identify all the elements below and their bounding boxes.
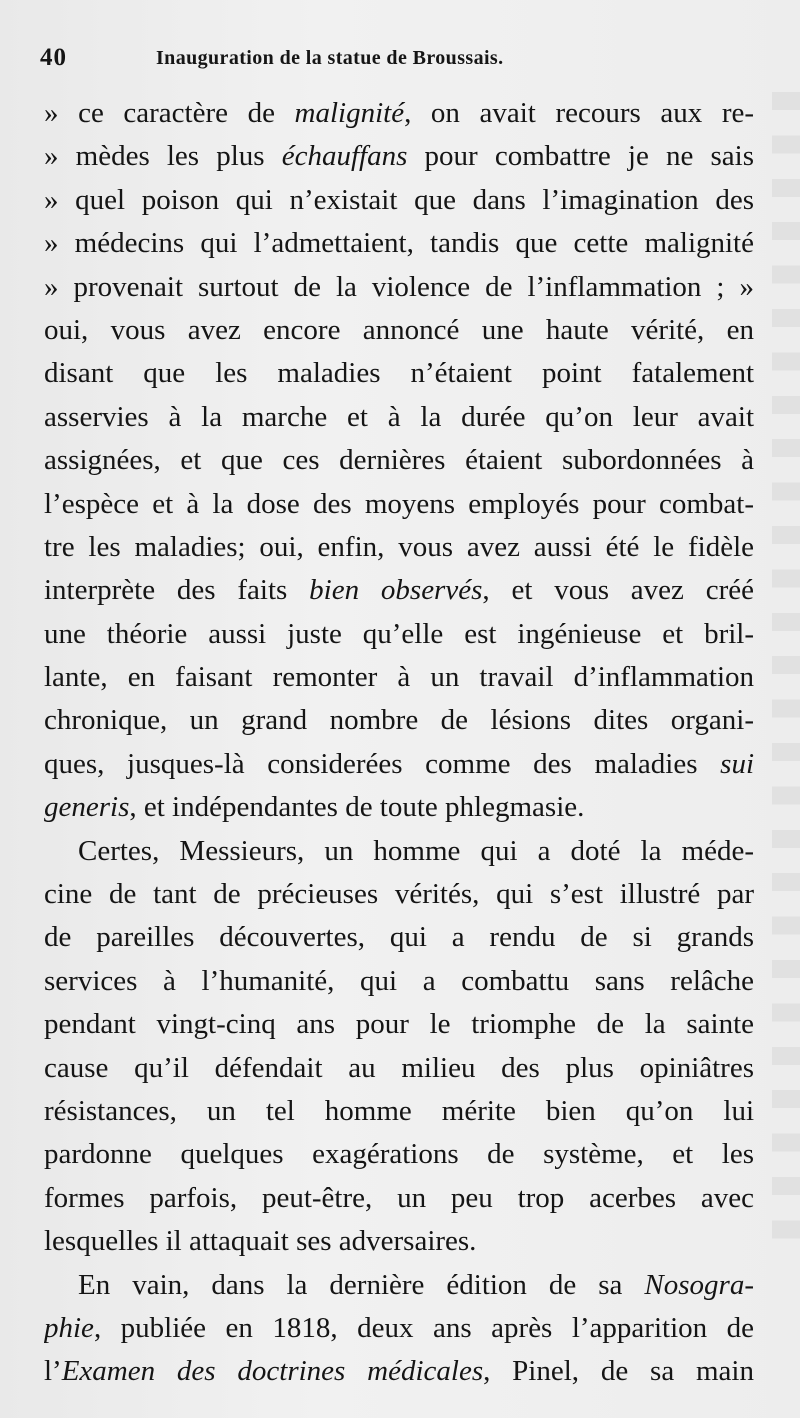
text-span: pour combattre je ne sais xyxy=(407,140,754,173)
text-span: cine de tant de précieuses vérités, qui s’est illustré par xyxy=(44,878,754,911)
text-line xyxy=(44,830,754,873)
text-span: lesquelles il attaquait ses adversaires. xyxy=(44,1225,477,1258)
text-span: pardonne quelques exagérations de système, et les xyxy=(44,1138,754,1171)
text-line xyxy=(44,786,754,829)
text-span: formes parfois, peut-être, un peu trop acerbes avec xyxy=(44,1181,754,1214)
text-line xyxy=(44,1177,754,1220)
text-span: asservies à la marche et à la durée qu’on leur avait xyxy=(44,400,754,433)
italic-span: Examen des doctrines médicales xyxy=(61,1355,484,1388)
text-line xyxy=(44,526,754,569)
text-line xyxy=(44,1307,754,1350)
text-span: , et vous avez créé xyxy=(482,574,754,607)
text-line xyxy=(44,656,754,699)
text-span: » ce caractère de xyxy=(44,97,295,129)
text-span: de pareilles découvertes, qui a rendu de si grands xyxy=(44,921,754,954)
text-line xyxy=(44,352,754,395)
page-number: 40 xyxy=(40,44,67,71)
text-span: En vain, dans la dernière édition de sa xyxy=(78,1268,645,1301)
italic-span: Nosogra- xyxy=(644,1268,754,1301)
text-line xyxy=(44,1264,754,1307)
text-span: cause qu’il défendait au milieu des plus opiniâtres xyxy=(44,1051,754,1084)
italic-span: bien observés xyxy=(309,574,483,607)
italic-span: sui xyxy=(720,747,754,780)
text-span: une théorie aussi juste qu’elle est ingénieuse et bril- xyxy=(44,617,754,650)
text-line xyxy=(44,613,754,656)
text-line xyxy=(44,309,754,352)
text-span: , publiée en 1818, deux ans après l’apparition de xyxy=(93,1311,754,1344)
text-line xyxy=(44,266,754,309)
text-span: chronique, un grand nombre de lésions dites organi- xyxy=(44,704,754,737)
text-span: résistances, un tel homme mérite bien qu’on lui xyxy=(44,1094,754,1127)
text-span: » provenait surtout de la violence de l’inflammation ; » xyxy=(44,270,754,303)
italic-span: malignité xyxy=(294,97,405,129)
text-span: pendant vingt-cinq ans pour le triomphe de la sainte xyxy=(44,1008,754,1041)
text-line xyxy=(44,135,754,178)
text-line xyxy=(44,873,754,916)
page-header xyxy=(38,44,760,78)
text-span: , et indépendantes de toute phlegmasie. xyxy=(129,791,585,824)
running-title: Inauguration de la statue de Broussais. xyxy=(156,47,504,69)
text-span: interprète des faits xyxy=(44,574,310,607)
text-span: , on avait recours aux re- xyxy=(404,97,754,129)
text-line xyxy=(44,1047,754,1090)
text-line xyxy=(44,916,754,959)
text-line xyxy=(44,222,754,265)
text-line xyxy=(44,439,754,482)
text-line xyxy=(44,92,754,135)
text-span: oui, vous avez encore annoncé une haute vérité, en xyxy=(44,313,754,346)
text-line xyxy=(44,960,754,1003)
text-line xyxy=(44,1220,754,1263)
text-span: » quel poison qui n’existait que dans l’imagination des xyxy=(44,183,754,216)
text-span: l’ xyxy=(44,1355,62,1388)
text-line xyxy=(44,569,754,612)
body-text xyxy=(44,92,754,1394)
italic-span: phie xyxy=(44,1311,94,1344)
text-line xyxy=(44,179,754,222)
text-line xyxy=(44,699,754,742)
text-span: » mèdes les plus xyxy=(44,140,282,173)
text-span: lante, en faisant remonter à un travail d’inflammation xyxy=(44,661,754,694)
text-span: services à l’humanité, qui a combattu sans relâche xyxy=(44,964,754,997)
text-span: l’espèce et à la dose des moyens employés pour combat- xyxy=(44,487,754,520)
italic-span: generis xyxy=(44,791,130,824)
text-span: ques, jusques-là considerées comme des maladies xyxy=(44,747,721,780)
text-span: tre les maladies; oui, enfin, vous avez aussi été le fidèle xyxy=(44,530,754,563)
show-through-shadow xyxy=(772,92,800,1262)
text-span: Certes, Messieurs, un homme qui a doté la méde- xyxy=(78,834,754,867)
text-span: assignées, et que ces dernières étaient subordonnées à xyxy=(44,444,754,477)
text-span: » médecins qui l’admettaient, tandis que cette malignité xyxy=(44,227,754,260)
text-line xyxy=(44,483,754,526)
text-line xyxy=(44,1133,754,1176)
italic-span: échauffans xyxy=(281,140,408,173)
text-line xyxy=(44,396,754,439)
text-line xyxy=(44,1350,754,1393)
text-line xyxy=(44,1090,754,1133)
text-line xyxy=(44,743,754,786)
text-span: , Pinel, de sa main xyxy=(483,1355,754,1388)
text-span: disant que les maladies n’étaient point fatalement xyxy=(44,357,754,390)
text-line xyxy=(44,1003,754,1046)
